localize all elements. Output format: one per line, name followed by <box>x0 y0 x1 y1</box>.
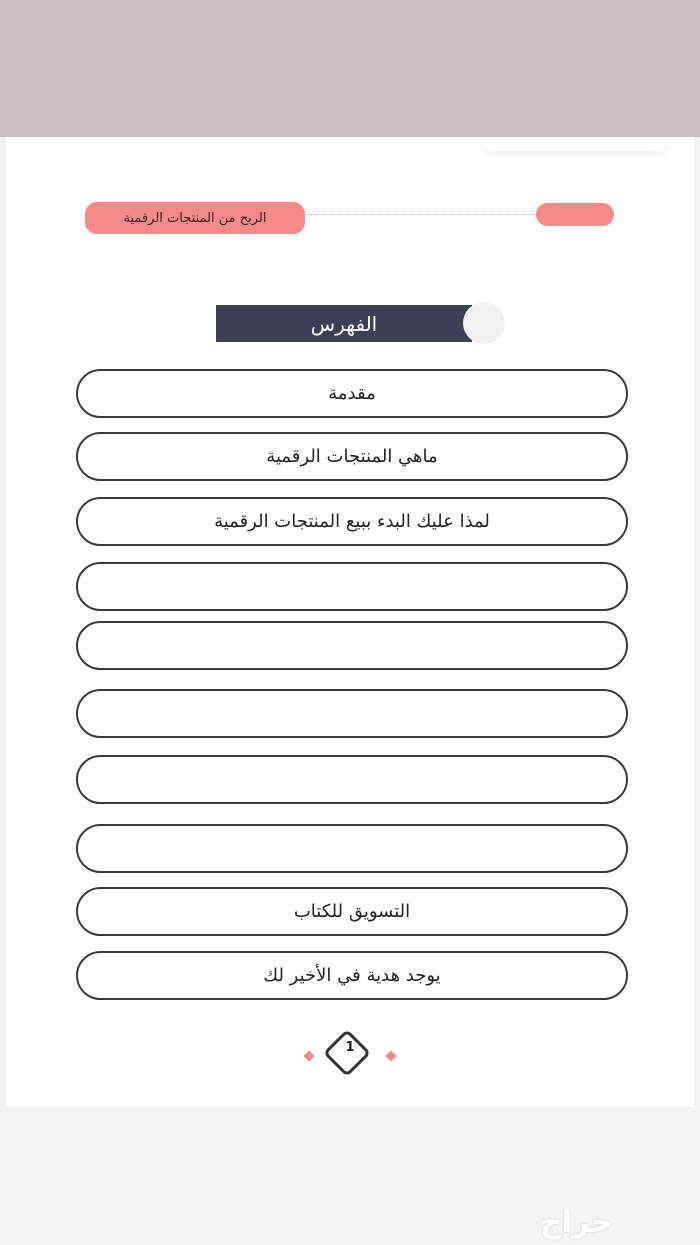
heading-circle <box>463 302 505 344</box>
index-item[interactable]: لمذا عليك البدء ببيع المنتجات الرقمية <box>76 497 628 546</box>
accent-pill <box>536 203 614 226</box>
index-item[interactable] <box>76 621 628 670</box>
index-item[interactable] <box>76 755 628 804</box>
index-item[interactable] <box>76 689 628 738</box>
index-item[interactable]: مقدمة <box>76 369 628 418</box>
dotted-divider <box>306 214 538 215</box>
top-bar <box>0 0 700 137</box>
tab-shadow <box>480 137 670 151</box>
index-item[interactable]: ماهي المنتجات الرقمية <box>76 432 628 481</box>
index-item[interactable]: التسويق للكتاب <box>76 887 628 936</box>
index-item[interactable]: يوجد هدية في الأخير لك <box>76 951 628 1000</box>
index-item[interactable] <box>76 824 628 873</box>
watermark-logo: حراج <box>540 1205 613 1240</box>
document-title: الربح من المنتجات الرقمية <box>85 202 305 234</box>
page-number: 1 <box>345 1040 355 1055</box>
index-heading: الفهرس <box>216 305 472 342</box>
index-item[interactable] <box>76 562 628 611</box>
